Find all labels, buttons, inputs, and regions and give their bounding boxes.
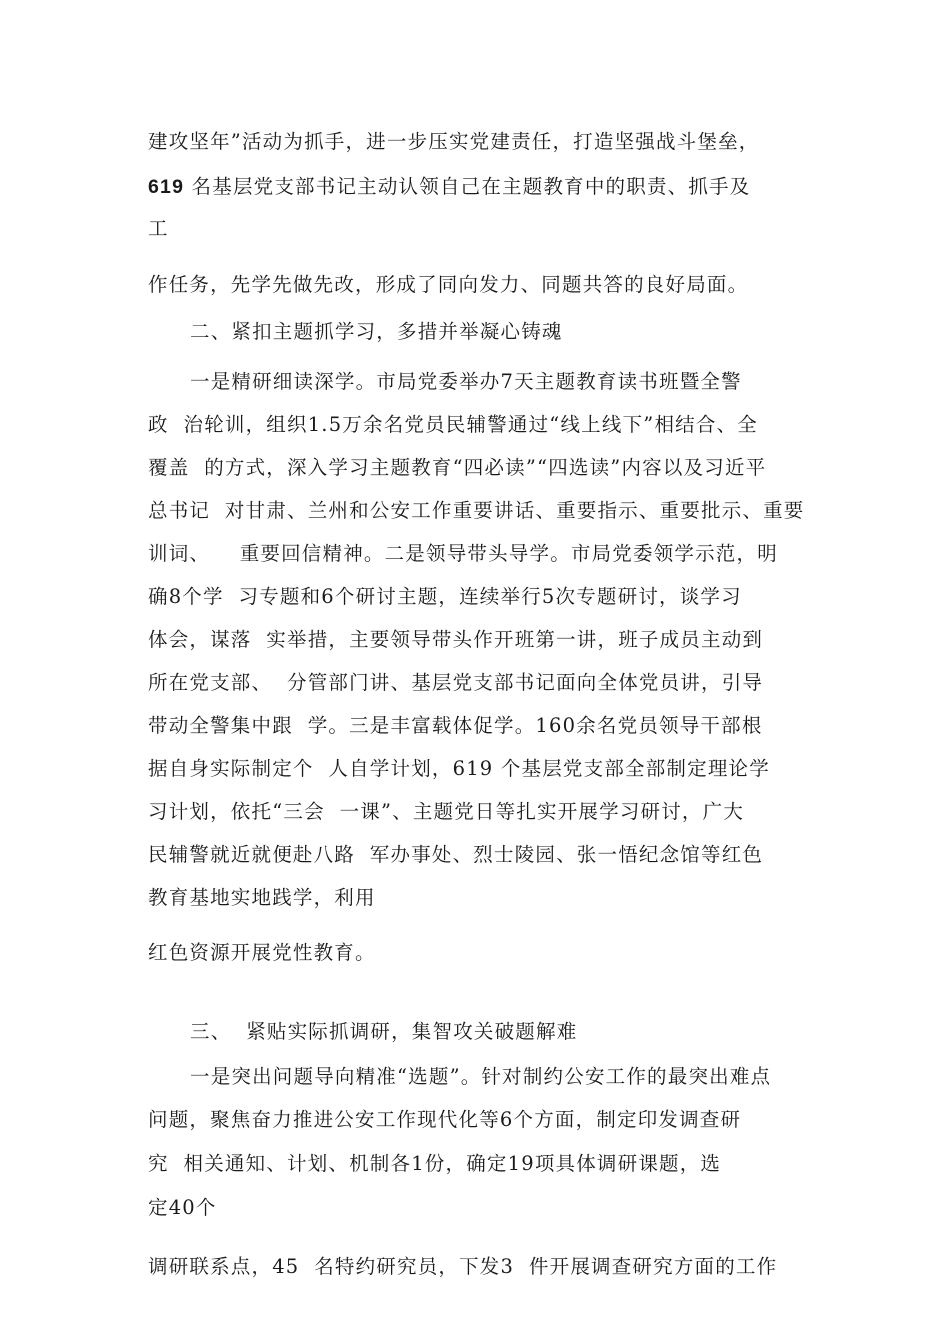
- paragraph-line: 工: [148, 217, 169, 240]
- paragraph-line: 作任务，先学先做先改，形成了同向发力、同题共答的良好局面。: [148, 273, 749, 296]
- paragraph-line: 问题，聚焦奋力推进公安工作现代化等6个方面，制定印发调查研: [148, 1108, 742, 1131]
- paragraph-line: 民辅警就近就便赴八路 军办事处、烈士陵园、张一悟纪念馆等红色: [148, 843, 764, 866]
- paragraph-line: 所在党支部、 分管部门讲、基层党支部书记面向全体党员讲，引导: [148, 671, 764, 694]
- paragraph-line: 定40个: [148, 1196, 217, 1219]
- paragraph-line: 带动全警集中跟 学。三是丰富载体促学。160余名党员领导干部根: [148, 714, 763, 737]
- paragraph-line: 红色资源开展党性教育。: [148, 941, 376, 964]
- paragraph-line: 总书记 对甘肃、兰州和公安工作重要讲话、重要指示、重要批示、重要: [148, 499, 805, 522]
- paragraph-text: 名基层党支部书记主动认领自己在主题教育中的职责、抓手及: [184, 175, 751, 198]
- highlight-number: 619: [148, 176, 185, 198]
- paragraph-line: 习计划，依托“三会 一课”、主题党日等扎实开展学习研讨，广大: [148, 800, 745, 823]
- paragraph-line: 教育基地实地践学，利用: [148, 886, 376, 909]
- paragraph-line: 一是突出问题导向精准“选题”。针对制约公安工作的最突出难点: [190, 1065, 772, 1088]
- paragraph-line: 究 相关通知、计划、机制各1份，确定19项具体调研课题，选: [148, 1152, 722, 1175]
- paragraph-line: 建攻坚年”活动为抓手，进一步压实党建责任，打造坚强战斗堡垒，: [148, 130, 760, 153]
- paragraph-line: 政 治轮训，组织1.5万余名党员民辅警通过“线上线下”相结合、全: [148, 413, 758, 436]
- paragraph-line: 据自身实际制定个 人自学计划，619 个基层党支部全部制定理论学: [148, 757, 770, 780]
- section-heading: 二、紧扣主题抓学习，多措并举凝心铸魂: [190, 320, 563, 343]
- paragraph-line: 体会，谋落 实举措，主要领导带头作开班第一讲，班子成员主动到: [148, 628, 764, 651]
- paragraph-line: 覆盖 的方式，深入学习主题教育“四必读”“四选读”内容以及习近平: [148, 456, 767, 479]
- paragraph-line: 训词、 重要回信精神。二是领导带头导学。市局党委领学示范，明: [148, 542, 778, 565]
- paragraph-line: [148, 173, 750, 201]
- paragraph-line: 一是精研细读深学。市局党委举办7天主题教育读书班暨全警: [190, 370, 742, 393]
- paragraph-line: 确8个学 习专题和6个研讨主题，连续举行5次专题研讨，谈学习: [148, 585, 742, 608]
- section-heading: 三、 紧贴实际抓调研，集智攻关破题解难: [190, 1020, 578, 1043]
- paragraph-line: 调研联系点，45 名特约研究员，下发3 件开展调查研究方面的工作: [148, 1255, 778, 1278]
